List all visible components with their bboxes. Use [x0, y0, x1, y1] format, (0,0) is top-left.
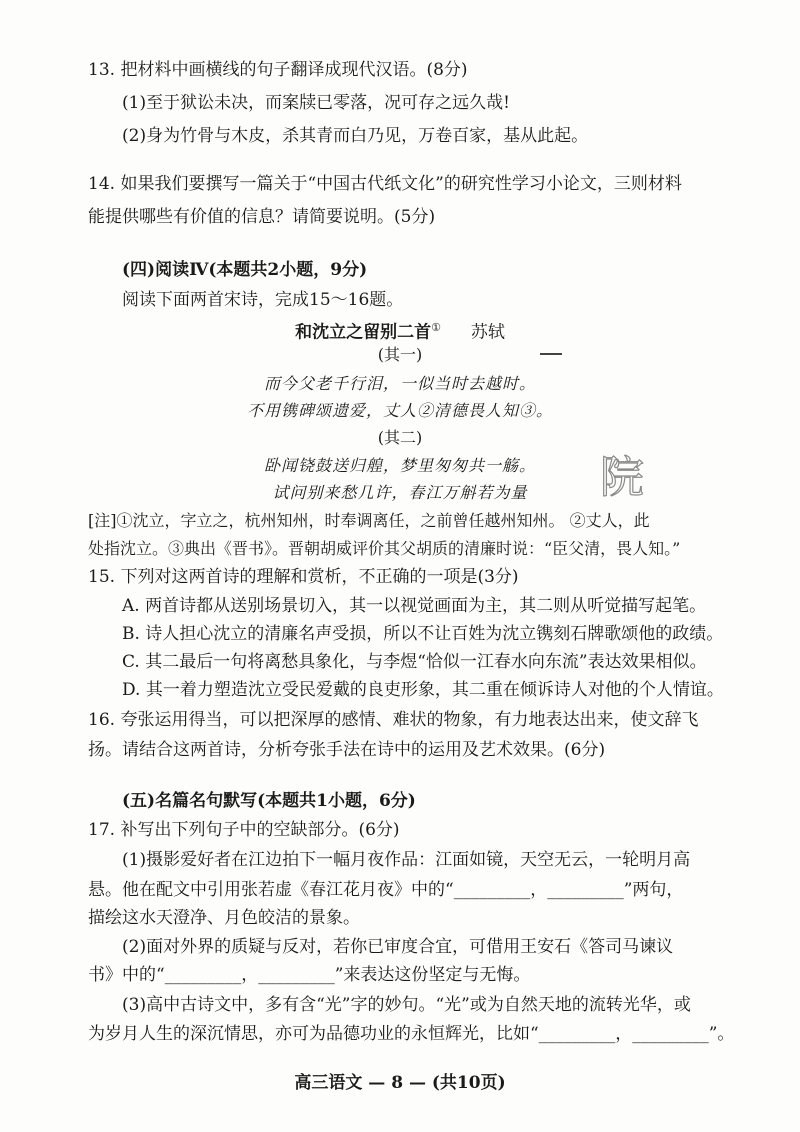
poem-part1-label: (其一)	[377, 345, 423, 364]
handwritten-mark-text: 院	[600, 452, 644, 503]
q16-line-2: 扬。请结合这两首诗，分析夸张手法在诗中的运用及艺术效果。(6分)	[88, 740, 606, 760]
poem-part1-line2: 不用镌碑颂遗爱，丈人②清德畏人知③。	[246, 401, 553, 420]
notes-line-2: 处指沈立。③典出《晋书》。晋朝胡威评价其父胡质的清廉时说：“臣父清，畏人知。”	[88, 539, 681, 558]
q15-option-c: C. 其二最后一句将离愁具象化，与李煜“恰似一江春水向东流”表达效果相似。	[122, 652, 707, 672]
section4-intro: 阅读下面两首宋诗，完成15～16题。	[122, 290, 404, 310]
q15-option-b: B. 诗人担心沈立的清廉名声受损，所以不让百姓为沈立镌刻石牌歌颂他的政绩。	[122, 624, 724, 644]
q17-item2-line1: (2)面对外界的质疑与反对，若你已审度合宜，可借用王安石《答司马谏议	[122, 937, 674, 957]
poem-title-note: ①	[431, 321, 442, 334]
q17-item2-line2: 书》中的“_________，_________”来表达这份坚定与无悔。	[88, 965, 531, 985]
poem-part2-line2: 试问别来愁几许，春江万斛若为量	[272, 483, 528, 502]
q14-line-1: 14. 如果我们要撰写一篇关于“中国古代纸文化”的研究性学习小论文，三则材料	[88, 174, 682, 194]
q17-item1-line1: (1)摄影爱好者在江边拍下一幅月夜作品：江面如镜，天空无云，一轮明月高	[122, 850, 691, 870]
poem-part2-line1: 卧闻铙鼓送归艎，梦里匆匆共一觞。	[263, 456, 536, 475]
page-footer: 高三语文 — 8 — (共10页)	[294, 1073, 506, 1093]
q15-stem: 15. 下列对这两首诗的理解和赏析，不正确的一项是(3分)	[88, 567, 519, 587]
q17-item1-line3: 描绘这水天澄净、月色皎洁的景象。	[88, 908, 360, 928]
q17-stem: 17. 补写出下列句子中的空缺部分。(6分)	[88, 820, 400, 840]
q15-option-a: A. 两首诗都从送别场景切入，其一以视觉画面为主，其二则从听觉描写起笔。	[122, 596, 707, 616]
poem-title-line	[0, 316, 800, 345]
q17-item3-line2: 为岁月人生的深沉情思，亦可为品德功业的永恒辉光，比如“_________，_________”。	[88, 1024, 735, 1044]
q16-line-1: 16. 夸张运用得当，可以把深厚的感情、难状的物象，有力地表达出来，使文辞飞	[88, 710, 699, 730]
q13-item-1: (1)至于狱讼未决，而案牍已零落，况可存之远久哉!	[122, 93, 510, 113]
poem-part1-line1: 而今父老千行泪，一似当时去越时。	[263, 374, 536, 393]
section5-header: (五)名篇名句默写(本题共1小题，6分)	[122, 791, 416, 811]
q17-item3-line1: (3)高中古诗文中，多有含“光”字的妙句。“光”或为自然天地的流转光华，或	[122, 995, 691, 1015]
handwritten-mark-icon	[594, 446, 664, 506]
q15-option-d: D. 其一着力塑造沈立受民爱戴的良吏形象，其二重在倾诉诗人对他的个人情谊。	[122, 680, 724, 700]
q13-item-2: (2)身为竹骨与木皮，杀其青而白乃见，万卷百家，基从此起。	[122, 126, 589, 146]
q17-item1-line2: 悬。他在配文中引用张若虚《春江花月夜》中的“_________，_________”两句，	[88, 880, 684, 900]
poem-title: 和沈立之留别二首	[295, 322, 432, 343]
section4-header: (四)阅读Ⅳ(本题共2小题，9分)	[122, 260, 368, 280]
notes-line-1: [注]①沈立，字立之，杭州知州，时奉调离任，之前曾任越州知州。 ②丈人，此	[88, 511, 650, 530]
poem-author: 苏轼	[470, 322, 505, 343]
poem-part2-label: (其二)	[377, 428, 423, 447]
q14-line-2: 能提供哪些有价值的信息？请简要说明。(5分)	[88, 207, 436, 227]
q13-stem: 13. 把材料中画横线的句子翻译成现代汉语。(8分)	[88, 60, 468, 80]
